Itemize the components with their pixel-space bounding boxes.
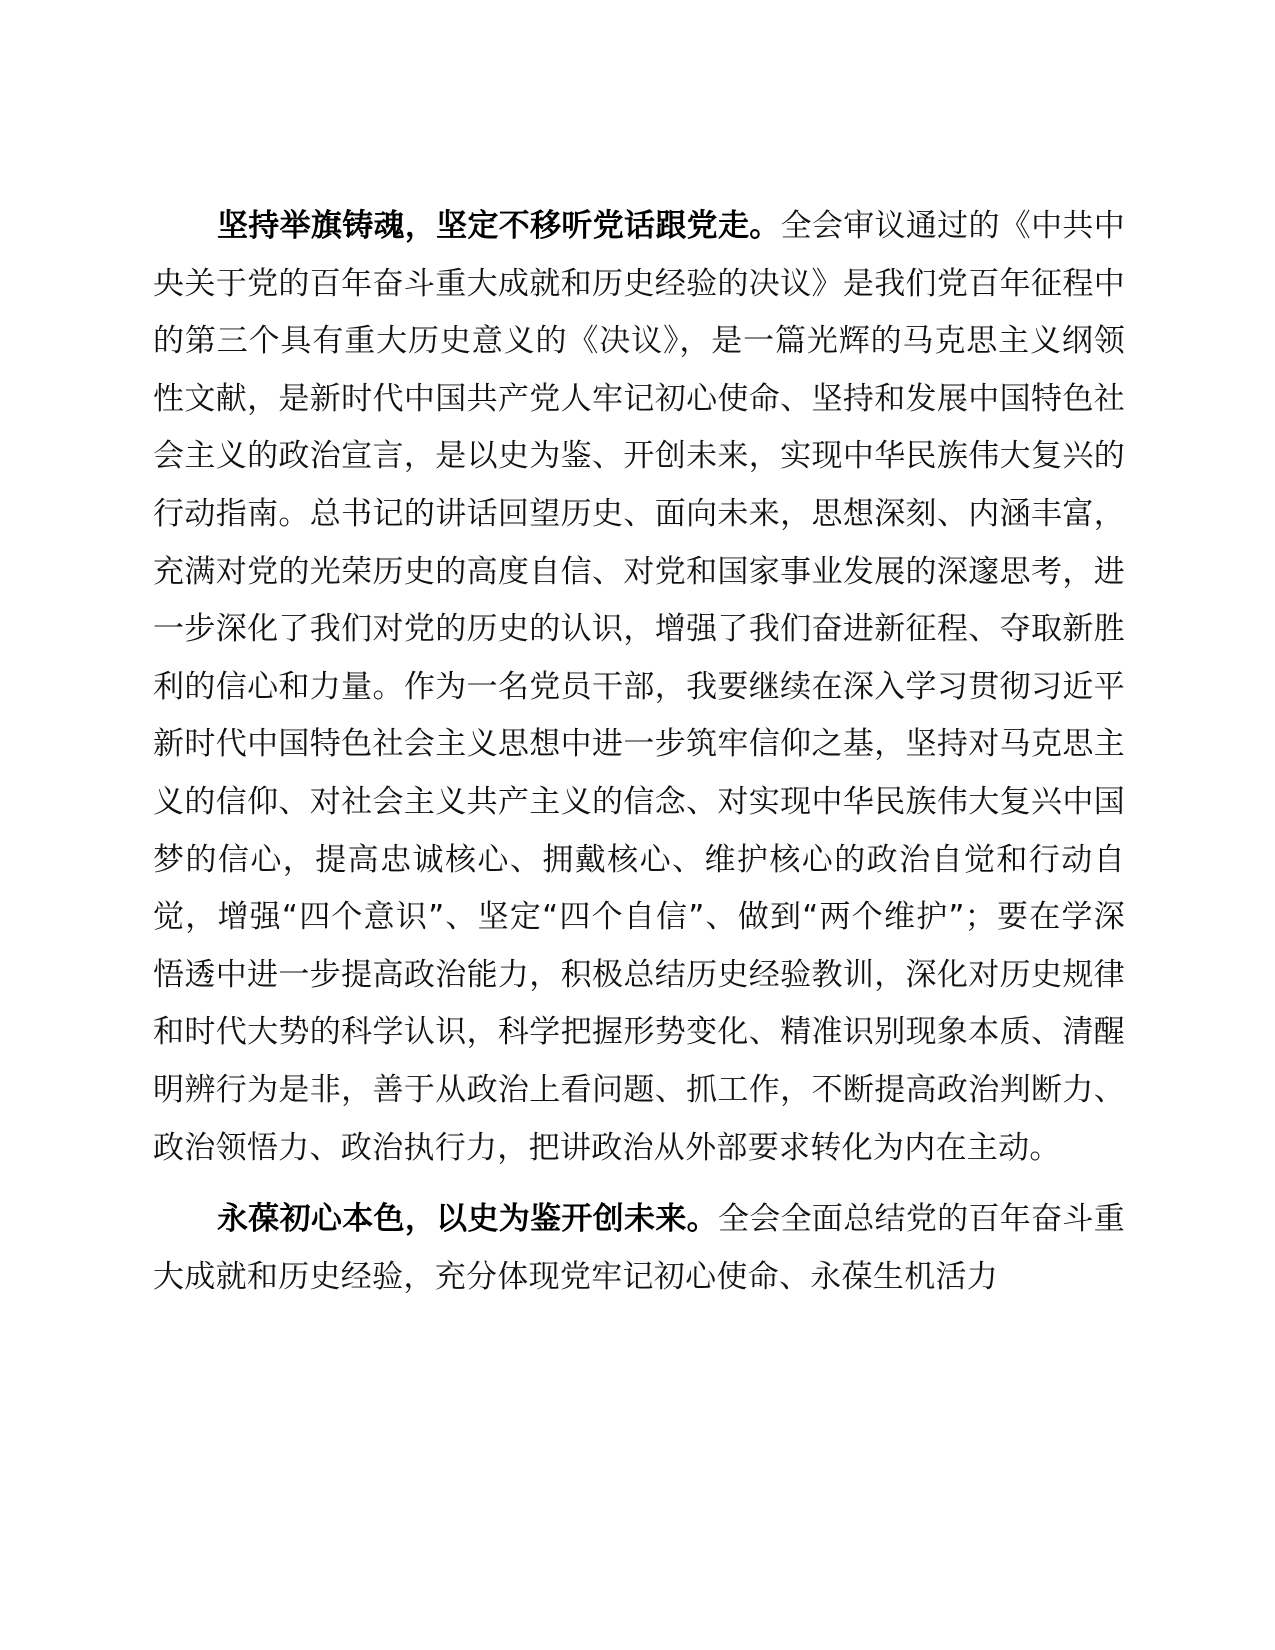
paragraph-1-heading: 坚持举旗铸魂，坚定不移听党话跟党走。: [217, 208, 781, 244]
paragraph-2-text: 全会全面总结党的百年奋斗重大成就和历史经验，充分体现党牢记初心使命、永葆生机活力: [153, 1201, 1125, 1295]
paragraph-2-heading: 永葆初心本色，以史为鉴开创未来。: [217, 1201, 718, 1238]
paragraph-1-text: 全会审议通过的《中共中央关于党的百年奋斗重大成就和历史经验的决议》是我们党百年征程中的第三个具有重大历史意义的《决议》，是一篇光辉的马克思主义纲领性文献，是新时代中国共产党人牢记初心使命、坚持和发展中国特色社会主义的政治宣言，是以史为鉴、开创未来，实现中华民族伟大复兴的行动指南。总书记的讲话回望历史、面向未来，思想深刻、内涵丰富，充满对党的光荣历史的高度自信、对党和国家事业发展的深邃思考，进一步深化了我们对党的历史的认识，增强了我们奋进新征程、夺取新胜利的信心和力量。作为一名党员干部，我要继续在深入学习贯彻习近平新时代中国特色社会主义思想中进一步筑牢信仰之基，坚持对马克思主义的信仰、对社会主义共产主义的信念、对实现中华民族伟大复兴中国梦的信心，提高忠诚核心、拥戴核心、维护核心的政治自觉和行动自觉，增强“四个意识”、坚定“四个自信”、做到“两个维护”；要在学深悟透中进一步提高政治能力，积极总结历史经验教训，深化对历史规律和时代大势的科学认识，科学把握形势变化、精准识别现象本质、清醒明辨行为是非，善于从政治上看问题、抓工作，不断提高政治判断力、政治领悟力、政治执行力，把讲政治从外部要求转化为内在主动。: [153, 208, 1125, 1166]
paragraph-1: [153, 198, 1125, 1177]
paragraph-2: [153, 1191, 1125, 1306]
document-body: [153, 198, 1125, 1306]
